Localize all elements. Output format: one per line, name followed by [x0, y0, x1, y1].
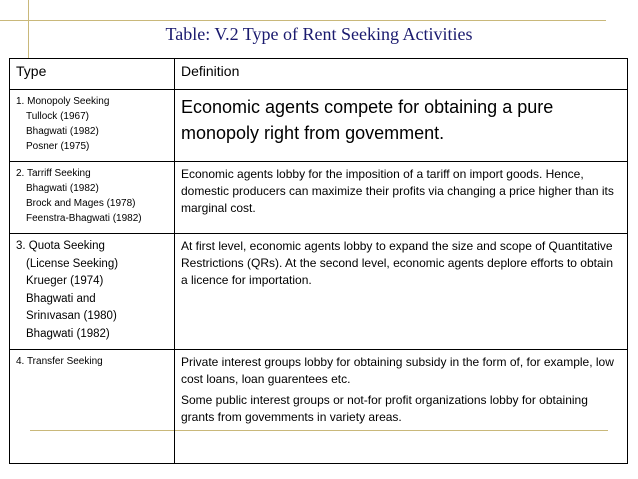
definition-cell	[175, 350, 628, 464]
table-row	[10, 234, 628, 350]
definition-paragraph: Private interest groups lobby for obtaining subsidy in the form of, for example, low cost loans, loan guarentees etc.	[181, 355, 614, 386]
reference: Bhagwati (1982)	[26, 327, 110, 340]
definition-cell: Economic agents lobby for the imposition of a tariff on import goods. Hence, domestic producers can maximize their profits via changing a price higher than its marginal cost.	[175, 162, 628, 234]
reference: Bhagwati (1982)	[26, 126, 99, 137]
reference: Brock and Mages (1978)	[26, 198, 136, 209]
table-header-row	[10, 59, 628, 90]
definition-cell: Economic agents compete for obtaining a pure monopoly right from govemment.	[175, 90, 628, 162]
reference: Bhagwati and	[26, 292, 96, 305]
header-type: Type	[10, 59, 175, 90]
reference: Tullock (1967)	[26, 111, 89, 122]
type-cell	[10, 90, 175, 162]
type-cell	[10, 350, 175, 464]
table-row	[10, 350, 628, 464]
reference: Bhagwati (1982)	[26, 183, 99, 194]
reference: Posner (1975)	[26, 141, 90, 152]
type-cell	[10, 162, 175, 234]
type-name: 1. Monopoly Seeking	[16, 96, 110, 107]
reference: Srinıvasan (1980)	[26, 310, 117, 322]
type-cell	[10, 234, 175, 350]
reference: Feenstra-Bhagwati (1982)	[26, 213, 142, 224]
definition-paragraph: Some public interest groups or not-for profit organizations lobby for obtaining grants from govemments in variety areas.	[181, 393, 588, 424]
reference: Krueger (1974)	[26, 275, 104, 287]
header-definition: Definition	[175, 59, 628, 90]
reference: (License Seeking)	[26, 257, 119, 270]
decorative-top-line	[0, 20, 606, 21]
type-name: 4. Transfer Seeking	[16, 356, 103, 367]
table-row	[10, 162, 628, 234]
definition-cell: At first level, economic agents lobby to expand the size and scope of Quantitative Restrictions (QRs). At the second level, economic agents deplore efforts to obtain a licence for importation.	[175, 234, 628, 350]
rent-seeking-table	[9, 58, 628, 464]
table-row	[10, 90, 628, 162]
page-title: Table: V.2 Type of Rent Seeking Activities	[165, 24, 473, 44]
type-name: 3. Quota Seeking	[16, 240, 105, 252]
type-name: 2. Tarriff Seeking	[16, 168, 91, 179]
